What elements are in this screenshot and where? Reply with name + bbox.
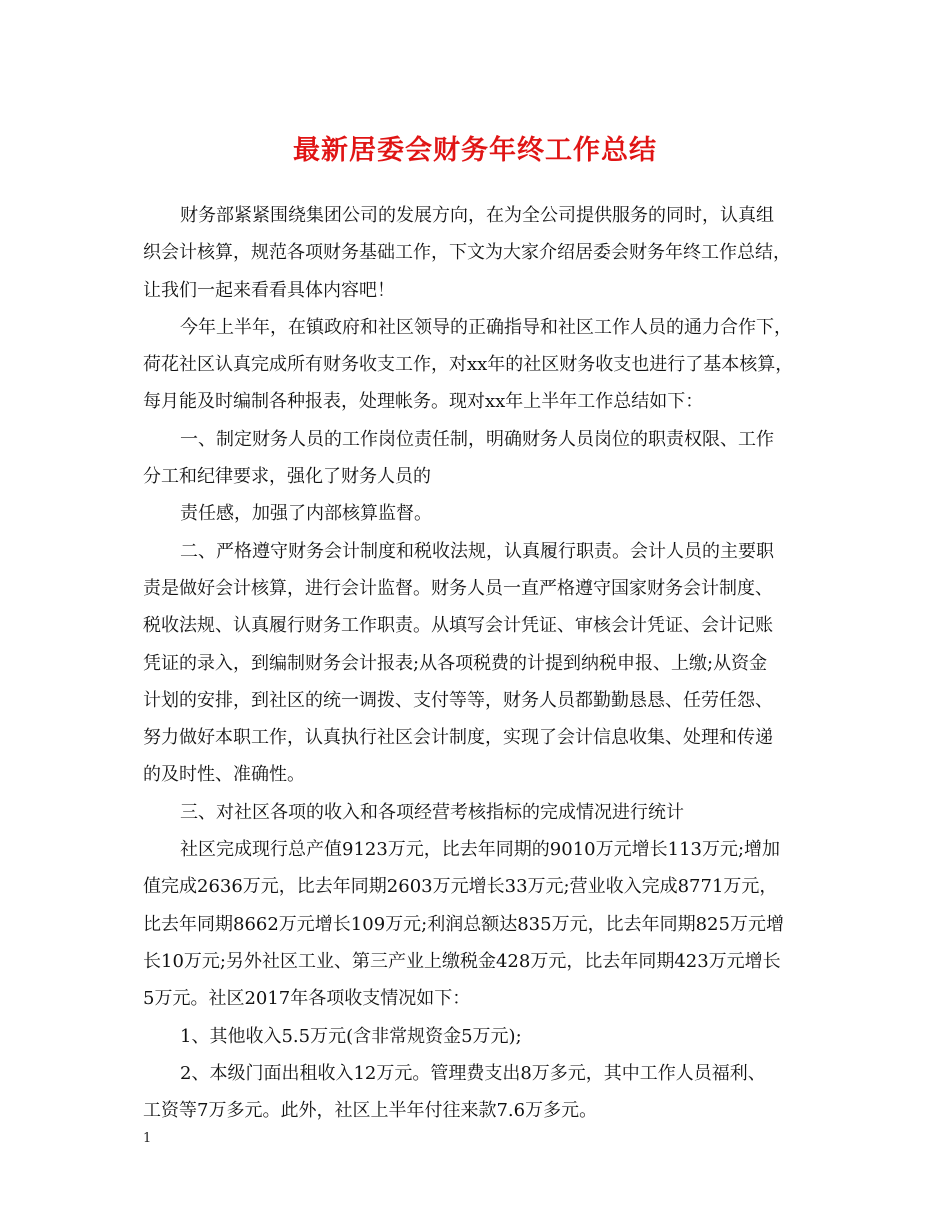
body-line: 税收法规、认真履行财务工作职责。从填写会计凭证、审核会计凭证、会计记账 <box>143 615 773 637</box>
body-line: 分工和纪律要求，强化了财务人员的 <box>143 466 431 488</box>
body-line: 二、严格遵守财务会计制度和税收法规，认真履行职责。会计人员的主要职 <box>180 540 774 562</box>
body-line: 三、对社区各项的收入和各项经营考核指标的完成情况进行统计 <box>180 801 684 823</box>
body-line: 责任感，加强了内部核算监督。 <box>180 503 432 525</box>
body-line: 荷花社区认真完成所有财务收支工作，对xx年的社区财务收支也进行了基本核算， <box>143 354 794 376</box>
body-line: 责是做好会计核算，进行会计监督。财务人员一直严格遵守国家财务会计制度、 <box>143 577 773 599</box>
document-title: 最新居委会财务年终工作总结 <box>293 135 657 166</box>
body-line: 财务部紧紧围绕集团公司的发展方向，在为全公司提供服务的同时，认真组 <box>180 205 774 226</box>
body-line: 比去年同期8662万元增长109万元;利润总额达835万元，比去年同期825万元增 <box>143 913 784 935</box>
page-number: 1 <box>143 1131 152 1146</box>
body-line: 计划的安排，到社区的统一调拨、支付等等，财务人员都勤勤恳恳、任劳任怨、 <box>143 689 773 711</box>
body-line: 社区完成现行总产值9123万元，比去年同期的9010万元增长113万元;增加 <box>180 839 781 861</box>
body-line: 每月能及时编制各种报表，处理帐务。现对xx年上半年工作总结如下： <box>143 391 704 413</box>
body-line: 凭证的录入，到编制财务会计报表;从各项税费的计提到纳税申报、上缴;从资金 <box>143 652 768 674</box>
body-line: 的及时性、准确性。 <box>143 764 305 786</box>
body-line: 织会计核算，规范各项财务基础工作，下文为大家介绍居委会财务年终工作总结， <box>143 242 791 264</box>
body-line: 让我们一起来看看具体内容吧！ <box>143 279 395 301</box>
body-line: 值完成2636万元，比去年同期2603万元增长33万元;营业收入完成8771万元， <box>143 876 778 898</box>
body-line: 1、其他收入5.5万元(含非常规资金5万元); <box>180 1025 522 1047</box>
body-line: 今年上半年，在镇政府和社区领导的正确指导和社区工作人员的通力合作下， <box>180 316 792 338</box>
body-line: 5万元。社区2017年各项收支情况如下： <box>143 988 471 1010</box>
body-line: 一、制定财务人员的工作岗位责任制，明确财务人员岗位的职责权限、工作 <box>180 428 774 450</box>
body-line: 2、本级门面出租收入12万元。管理费支出8万多元，其中工作人员福利、 <box>180 1062 766 1084</box>
body-line: 努力做好本职工作，认真执行社区会计制度，实现了会计信息收集、处理和传递 <box>143 727 773 749</box>
body-line: 工资等7万多元。此外，社区上半年付往来款7.6万多元。 <box>143 1100 598 1122</box>
document-body <box>143 197 813 1129</box>
body-line: 长10万元;另外社区工业、第三产业上缴税金428万元，比去年同期423万元增长 <box>143 950 781 972</box>
